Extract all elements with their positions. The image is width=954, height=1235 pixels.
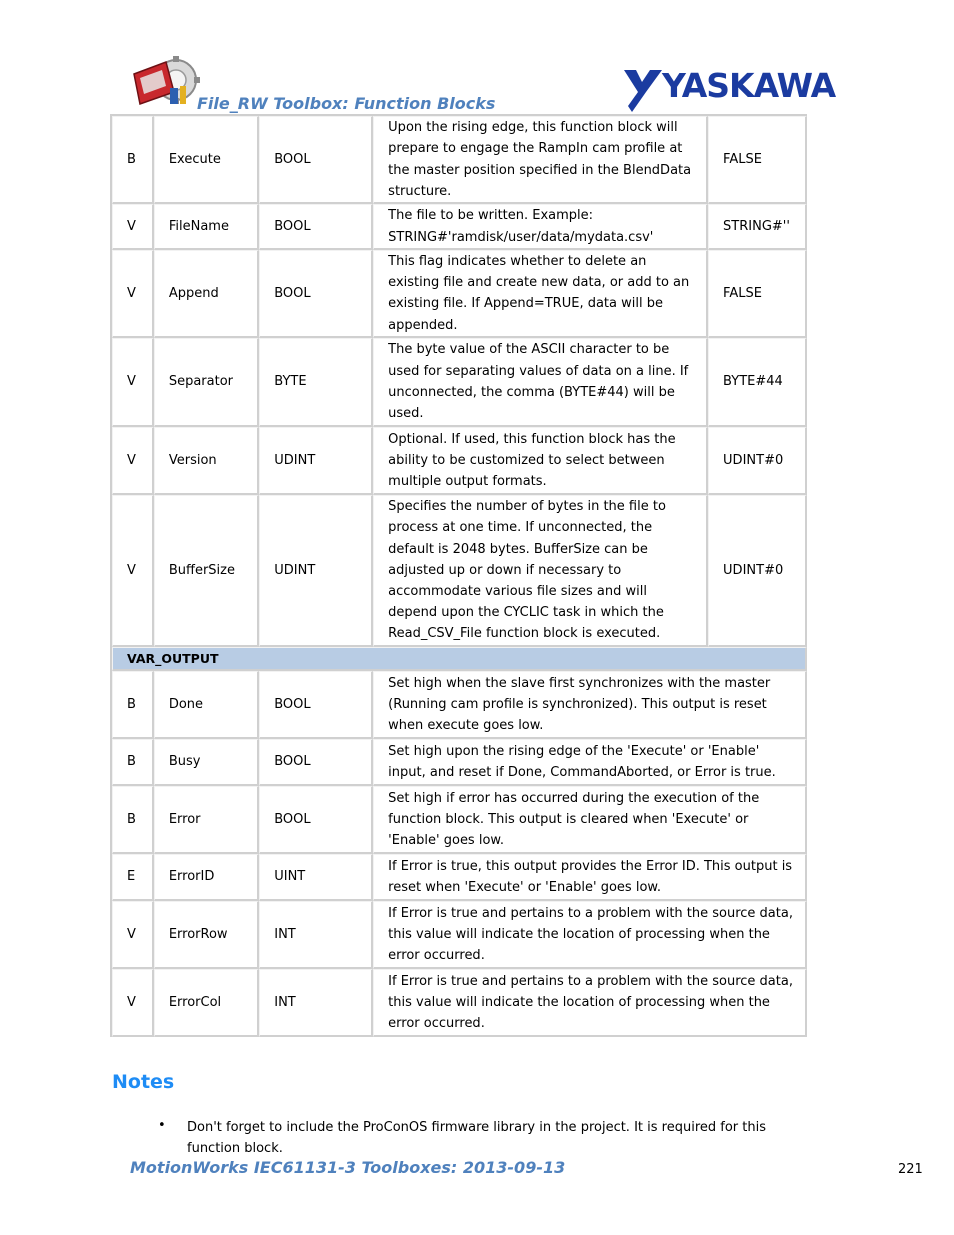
table-row — [112, 204, 807, 250]
param-description: This flag indicates whether to delete an existing file and create new data, or add to an existing file. If Append=TRUE, data will be appended. — [373, 250, 708, 338]
param-name: BufferSize — [154, 495, 259, 647]
section-label: VAR_OUTPUT — [112, 647, 807, 671]
param-default: UDINT#0 — [708, 427, 807, 495]
table-row — [112, 739, 807, 786]
section-header-row — [112, 647, 807, 671]
param-description: If Error is true and pertains to a problem with the source data, this value will indicate the location of processing when the error occurred. — [373, 901, 807, 969]
param-datatype: INT — [259, 901, 373, 969]
bullet-icon: • — [158, 1118, 166, 1133]
param-name: Busy — [154, 739, 259, 786]
yaskawa-logo — [622, 66, 844, 112]
param-type: B — [112, 786, 154, 854]
table-row — [112, 671, 807, 739]
param-name: Version — [154, 427, 259, 495]
yaskawa-wordmark: YASKAWA — [662, 66, 836, 105]
param-type: B — [112, 671, 154, 739]
param-description: Upon the rising edge, this function block will prepare to engage the RampIn cam profile at the master position specified in the BlendData structure. — [373, 116, 708, 204]
table-row — [112, 427, 807, 495]
param-type: B — [112, 116, 154, 204]
table-row — [112, 786, 807, 854]
param-description: Specifies the number of bytes in the file to process at one time. If unconnected, the default is 2048 bytes. BufferSize can be adjusted up or down if necessary to accommodate various file sizes and will depend upon the CYCLIC task in which the Read_CSV_File function block is executed. — [373, 495, 708, 647]
param-name: Done — [154, 671, 259, 739]
param-description: Optional. If used, this function block has the ability to be customized to select between multiple output formats. — [373, 427, 708, 495]
param-description: The file to be written. Example: STRING#'ramdisk/user/data/mydata.csv' — [373, 204, 708, 250]
note-item: Don't forget to include the ProConOS firmware library in the project. It is required for this function block. — [187, 1120, 766, 1156]
param-description: Set high if error has occurred during the execution of the function block. This output is cleared when 'Execute' or 'Enable' goes low. — [373, 786, 807, 854]
header-title: File_RW Toolbox: Function Blocks — [197, 94, 496, 113]
table-row — [112, 250, 807, 338]
table-row — [112, 854, 807, 901]
param-name: Execute — [154, 116, 259, 204]
param-name: Append — [154, 250, 259, 338]
parameters-table — [110, 114, 807, 1037]
footer-title: MotionWorks IEC61131-3 Toolboxes: 2013-09-13 — [130, 1158, 566, 1177]
param-name: ErrorCol — [154, 969, 259, 1037]
table-row — [112, 901, 807, 969]
param-default: FALSE — [708, 250, 807, 338]
param-name: Separator — [154, 338, 259, 427]
param-default: FALSE — [708, 116, 807, 204]
param-name: ErrorRow — [154, 901, 259, 969]
toolbox-logo — [130, 56, 200, 110]
param-name: ErrorID — [154, 854, 259, 901]
table-row — [112, 969, 807, 1037]
param-datatype: UINT — [259, 854, 373, 901]
param-type: V — [112, 250, 154, 338]
param-datatype: BOOL — [259, 786, 373, 854]
param-datatype: BOOL — [259, 250, 373, 338]
param-default: UDINT#0 — [708, 495, 807, 647]
page-number: 221 — [898, 1162, 923, 1177]
param-type: V — [112, 427, 154, 495]
param-datatype: UDINT — [259, 427, 373, 495]
param-type: B — [112, 739, 154, 786]
param-type: V — [112, 901, 154, 969]
table-row — [112, 495, 807, 647]
param-type: V — [112, 204, 154, 250]
param-type: V — [112, 338, 154, 427]
param-datatype: INT — [259, 969, 373, 1037]
param-default: STRING#'' — [708, 204, 807, 250]
param-datatype: BOOL — [259, 739, 373, 786]
param-description: Set high when the slave first synchronizes with the master (Running cam profile is synchronized). This output is reset when execute goes low. — [373, 671, 807, 739]
param-description: If Error is true, this output provides the Error ID. This output is reset when 'Execute' or 'Enable' goes low. — [373, 854, 807, 901]
param-name: FileName — [154, 204, 259, 250]
param-datatype: BOOL — [259, 204, 373, 250]
table-row — [112, 116, 807, 204]
param-type: V — [112, 495, 154, 647]
param-description: If Error is true and pertains to a problem with the source data, this value will indicate the location of processing when the error occurred. — [373, 969, 807, 1037]
param-datatype: BYTE — [259, 338, 373, 427]
param-description: The byte value of the ASCII character to be used for separating values of data on a line. If unconnected, the comma (BYTE#44) will be used. — [373, 338, 708, 427]
param-description: Set high upon the rising edge of the 'Execute' or 'Enable' input, and reset if Done, CommandAborted, or Error is true. — [373, 739, 807, 786]
param-type: V — [112, 969, 154, 1037]
param-default: BYTE#44 — [708, 338, 807, 427]
param-datatype: BOOL — [259, 671, 373, 739]
param-name: Error — [154, 786, 259, 854]
param-type: E — [112, 854, 154, 901]
param-datatype: UDINT — [259, 495, 373, 647]
notes-heading: Notes — [112, 1071, 175, 1093]
table-row — [112, 338, 807, 427]
param-datatype: BOOL — [259, 116, 373, 204]
